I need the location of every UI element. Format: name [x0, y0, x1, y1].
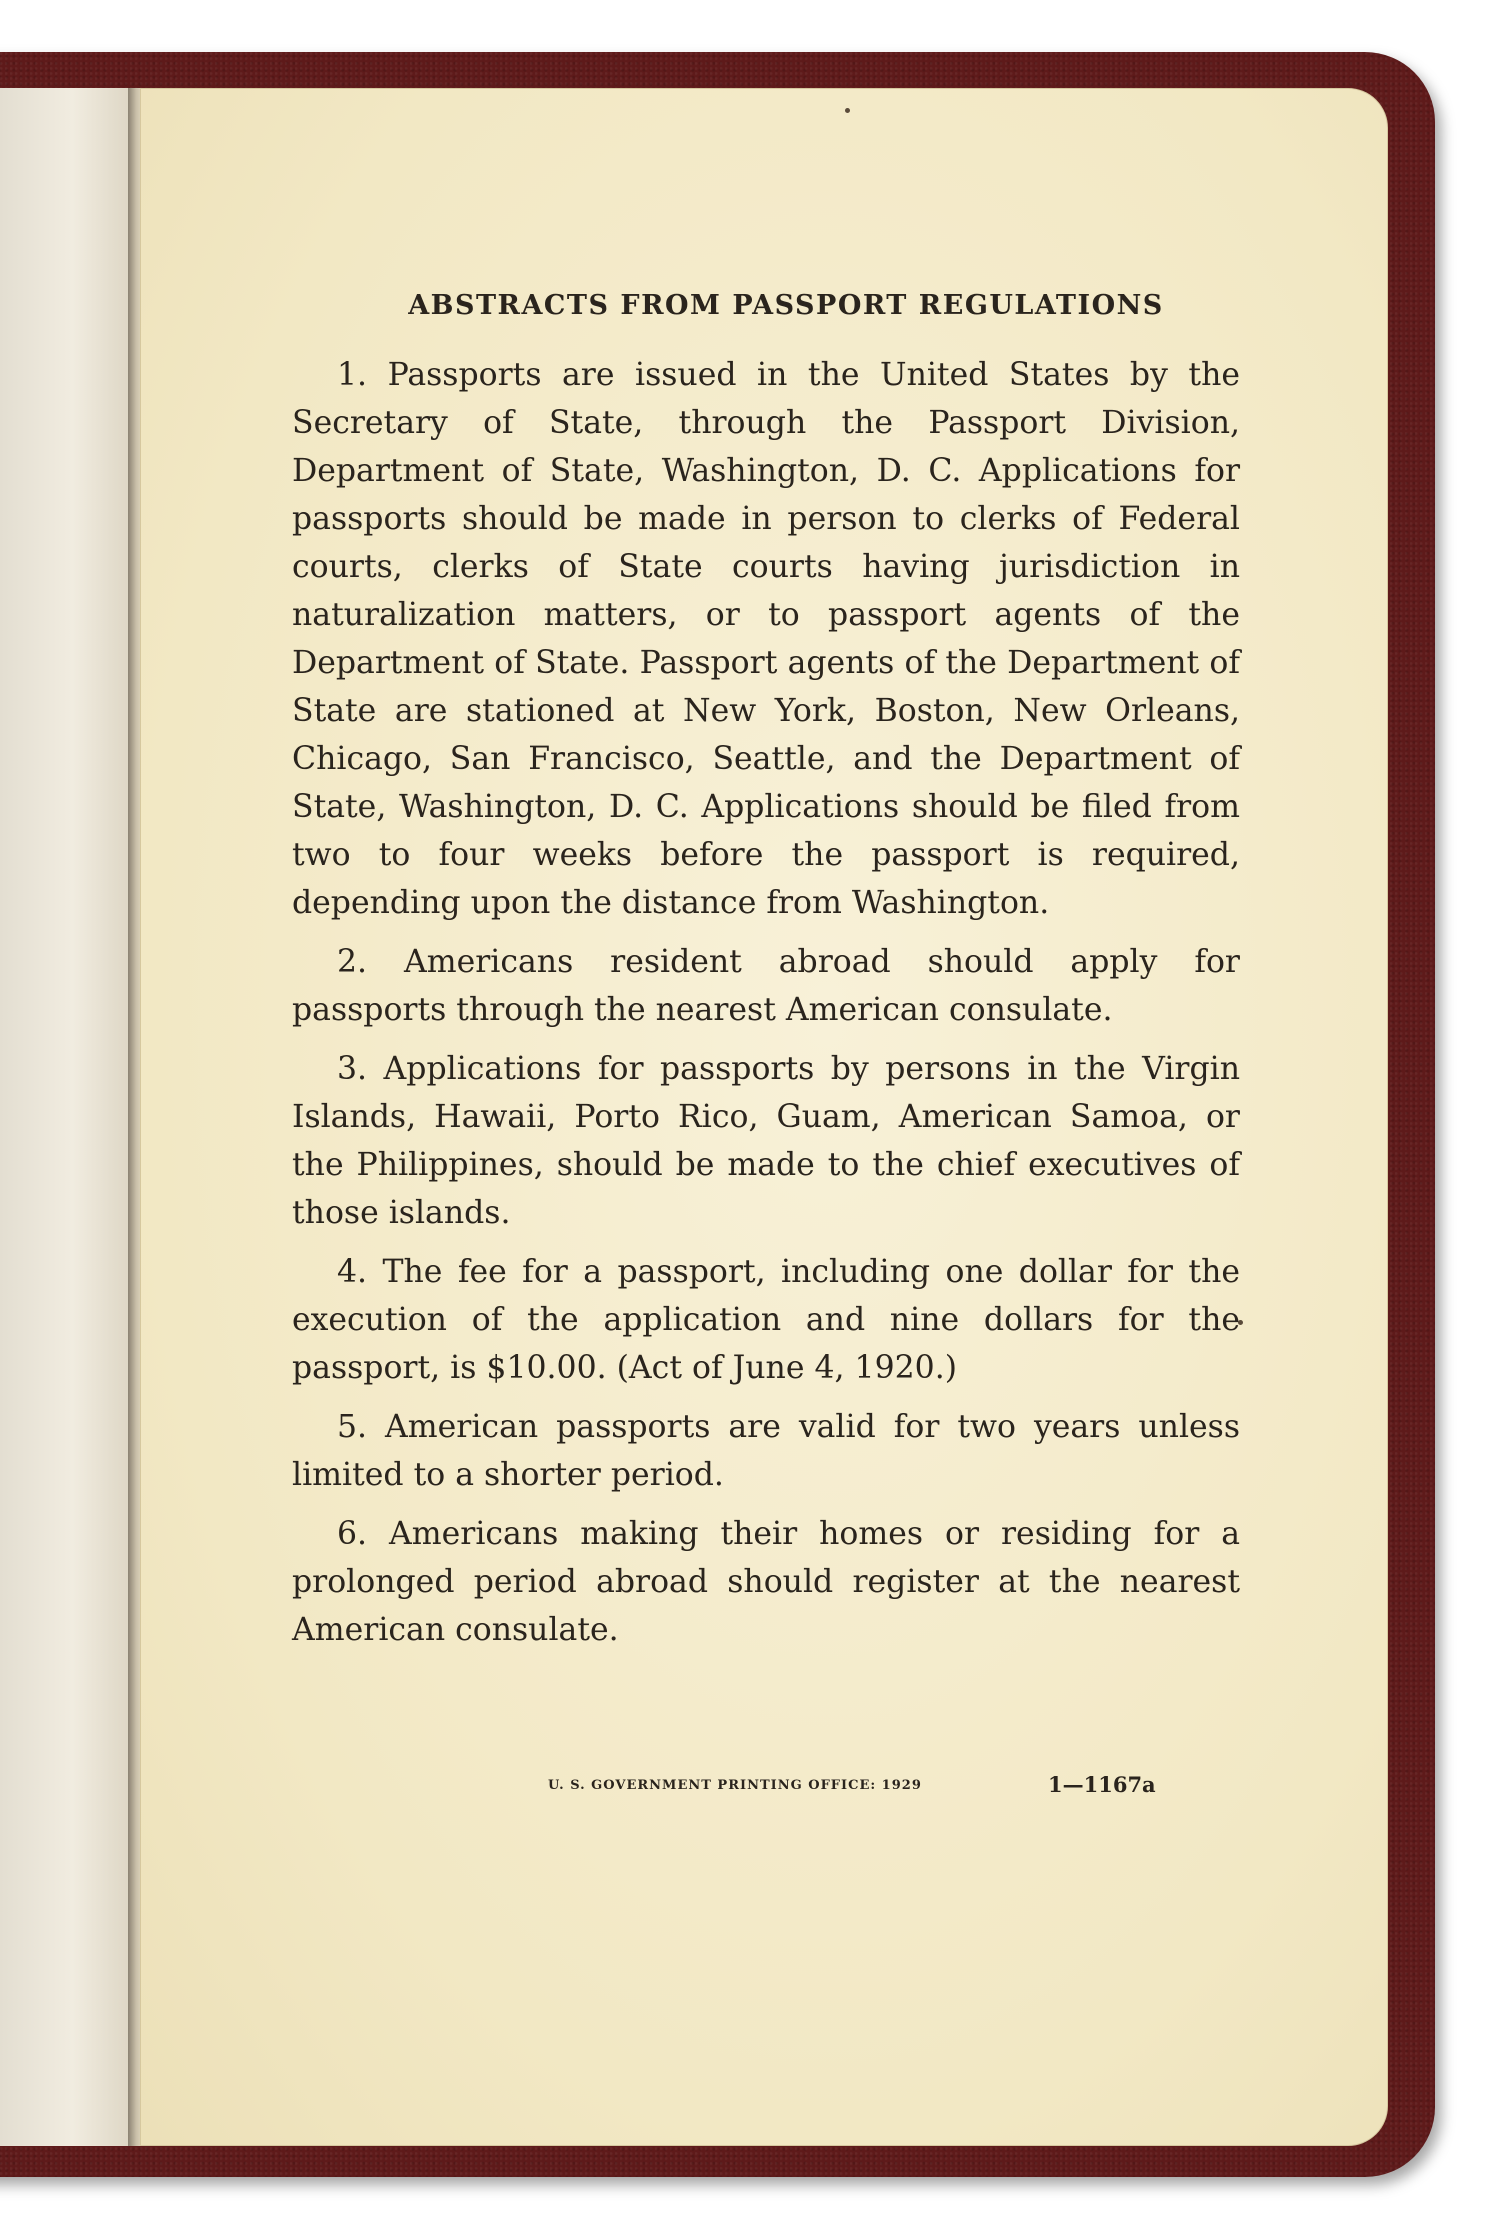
regulation-paragraph-3: 3. Applications for passports by persons in the Virgin Islands, Hawaii, Porto Rico, Guam, American Samoa, or the Philippines, should be made to the chief executives of those islands.	[292, 1051, 1240, 1231]
regulation-paragraph-6: 6. Americans making their homes or residing for a prolonged period abroad should register at the nearest American consulate.	[292, 1516, 1240, 1648]
regulations-text	[292, 290, 1240, 1665]
regulation-paragraph-1: 1. Passports are issued in the United States by the Secretary of State, through the Passport Division, Department of State, Washington, D. C. Applications for passports should be made in person to clerks of Federal courts, clerks of State courts having jurisdiction in naturalization matters, or to passport agents of the Department of State. Passport agents of the Department of State are stationed at New York, Boston, New Orleans, Chicago, San Francisco, Seattle, and the Department of State, Washington, D. C. Applications should be filed from two to four weeks before the passport is required, depending upon the distance from Washington.	[292, 357, 1240, 921]
page-heading: ABSTRACTS FROM PASSPORT REGULATIONS	[408, 290, 1164, 321]
regulation-paragraph-2: 2. Americans resident abroad should apply for passports through the nearest American consulate.	[292, 944, 1240, 1028]
form-number: 1—1167a	[1048, 1772, 1156, 1797]
left-page-edge	[0, 88, 134, 2146]
printer-imprint: U. S. GOVERNMENT PRINTING OFFICE: 1929	[548, 1778, 922, 1793]
regulation-paragraph-4: 4. The fee for a passport, including one dollar for the execution of the application and nine dollars for the passport, is $10.00. (Act of June 4, 1920.)	[292, 1254, 1240, 1386]
page-footer	[548, 1772, 1168, 1802]
ink-speck	[845, 108, 850, 113]
regulation-paragraph-5: 5. American passports are valid for two years unless limited to a shorter period.	[292, 1409, 1240, 1493]
